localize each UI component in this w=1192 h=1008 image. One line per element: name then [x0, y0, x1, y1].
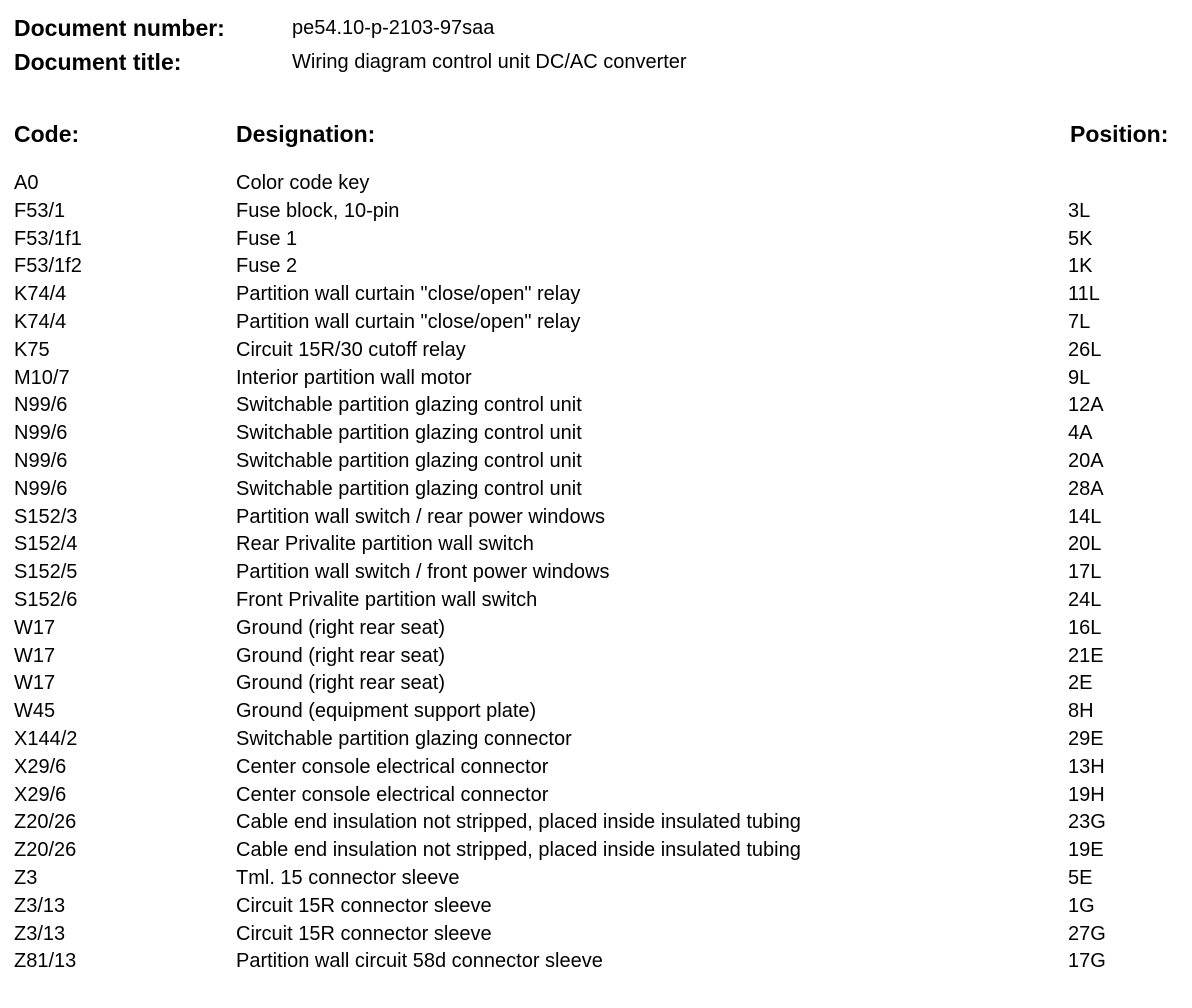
table-row	[0, 448, 1192, 476]
row-position: 2E	[1068, 672, 1093, 695]
table-row	[0, 726, 1192, 754]
row-designation: Center console electrical connector	[236, 783, 549, 806]
table-row	[0, 921, 1192, 949]
row-code: K75	[14, 338, 50, 361]
row-position: 9L	[1068, 366, 1091, 389]
row-code: W17	[14, 672, 56, 695]
row-designation: Partition wall curtain "close/open" relay	[236, 310, 581, 333]
table-row	[0, 365, 1192, 393]
table-row	[0, 281, 1192, 309]
document-number-label: Document number:	[14, 15, 225, 41]
row-code: Z3/13	[14, 894, 66, 917]
row-designation: Partition wall switch / front power windows	[236, 561, 610, 584]
document-title-label: Document title:	[14, 49, 182, 75]
row-position: 19E	[1068, 839, 1104, 862]
row-code: F53/1f1	[14, 227, 82, 250]
row-designation: Front Privalite partition wall switch	[236, 588, 538, 611]
row-position: 27G	[1068, 922, 1106, 945]
row-designation: Ground (equipment support plate)	[236, 700, 537, 723]
row-designation: Switchable partition glazing control unit	[236, 477, 582, 500]
row-position: 20L	[1068, 533, 1102, 556]
row-designation: Switchable partition glazing connector	[236, 727, 572, 750]
row-code: N99/6	[14, 449, 68, 472]
row-designation: Circuit 15R/30 cutoff relay	[236, 338, 466, 361]
row-code: S152/4	[14, 533, 78, 556]
row-code: X29/6	[14, 783, 67, 806]
row-designation: Switchable partition glazing control unit	[236, 449, 582, 472]
table-row	[0, 531, 1192, 559]
row-code: Z20/26	[14, 811, 77, 834]
document-title-value: Wiring diagram control unit DC/AC converter	[292, 51, 687, 73]
row-designation: Rear Privalite partition wall switch	[236, 533, 534, 556]
row-position: 5K	[1068, 227, 1093, 250]
row-designation: Switchable partition glazing control unit	[236, 394, 582, 417]
code-column-header: Code:	[14, 121, 80, 147]
row-position: 14L	[1068, 505, 1102, 528]
row-designation: Cable end insulation not stripped, placed inside insulated tubing	[236, 839, 801, 862]
table-row	[0, 337, 1192, 365]
row-code: A0	[14, 172, 39, 194]
row-code: K74/4	[14, 310, 67, 333]
row-code: S152/3	[14, 505, 78, 528]
row-position: 16L	[1068, 616, 1102, 639]
row-position: 13H	[1068, 755, 1105, 778]
row-designation: Tml. 15 connector sleeve	[236, 866, 460, 889]
row-position: 1G	[1068, 894, 1095, 917]
table-row	[0, 476, 1192, 504]
table-row	[0, 698, 1192, 726]
row-code: W17	[14, 644, 56, 667]
row-designation: Partition wall curtain "close/open" relay	[236, 283, 581, 306]
row-code: Z81/13	[14, 950, 77, 973]
row-designation: Ground (right rear seat)	[236, 644, 445, 667]
row-position: 24L	[1068, 588, 1102, 611]
component-table	[0, 170, 1192, 976]
row-designation: Interior partition wall motor	[236, 366, 472, 389]
row-position: 12A	[1068, 394, 1104, 417]
row-position: 23G	[1068, 811, 1106, 834]
table-row	[0, 615, 1192, 643]
row-designation: Color code key	[236, 172, 370, 194]
row-position: 17G	[1068, 950, 1106, 973]
row-code: X144/2	[14, 727, 78, 750]
row-position: 20A	[1068, 449, 1104, 472]
row-code: Z20/26	[14, 839, 77, 862]
table-row	[0, 504, 1192, 532]
row-position: 17L	[1068, 561, 1102, 584]
row-position: 4A	[1068, 422, 1093, 445]
row-designation: Fuse 1	[236, 227, 298, 250]
row-designation: Cable end insulation not stripped, placed inside insulated tubing	[236, 811, 801, 834]
table-row	[0, 643, 1192, 671]
row-code: K74/4	[14, 283, 67, 306]
table-row	[0, 559, 1192, 587]
row-code: X29/6	[14, 755, 67, 778]
row-position: 19H	[1068, 783, 1105, 806]
table-row	[0, 948, 1192, 976]
row-position: 21E	[1068, 644, 1104, 667]
row-code: W45	[14, 700, 56, 723]
table-row	[0, 837, 1192, 865]
designation-column-header: Designation:	[236, 121, 376, 147]
table-row	[0, 309, 1192, 337]
row-position: 29E	[1068, 727, 1104, 750]
row-position: 11L	[1068, 283, 1100, 306]
row-position: 3L	[1068, 199, 1091, 222]
row-code: F53/1	[14, 199, 66, 222]
row-code: N99/6	[14, 394, 68, 417]
row-designation: Partition wall circuit 58d connector sleeve	[236, 950, 603, 973]
table-row	[0, 198, 1192, 226]
row-designation: Ground (right rear seat)	[236, 616, 445, 639]
table-row	[0, 670, 1192, 698]
table-row	[0, 865, 1192, 893]
row-position: 7L	[1068, 310, 1091, 333]
table-row	[0, 782, 1192, 810]
row-code: S152/6	[14, 588, 78, 611]
row-position: 5E	[1068, 866, 1093, 889]
row-designation: Ground (right rear seat)	[236, 672, 445, 695]
document-number-value: pe54.10-p-2103-97saa	[292, 17, 495, 39]
table-row	[0, 170, 1192, 198]
table-row	[0, 754, 1192, 782]
row-designation: Switchable partition glazing control unit	[236, 422, 582, 445]
row-code: N99/6	[14, 422, 68, 445]
row-designation: Partition wall switch / rear power windows	[236, 505, 606, 528]
row-position: 8H	[1068, 700, 1094, 723]
table-row	[0, 809, 1192, 837]
row-code: F53/1f2	[14, 255, 82, 278]
position-column-header: Position:	[1070, 121, 1169, 147]
row-code: M10/7	[14, 366, 70, 389]
row-designation: Circuit 15R connector sleeve	[236, 894, 492, 917]
row-designation: Circuit 15R connector sleeve	[236, 922, 492, 945]
table-row	[0, 420, 1192, 448]
table-row	[0, 893, 1192, 921]
row-designation: Center console electrical connector	[236, 755, 549, 778]
row-position: 1K	[1068, 255, 1093, 278]
row-code: Z3	[14, 866, 38, 889]
row-position: 26L	[1068, 338, 1102, 361]
row-code: N99/6	[14, 477, 68, 500]
table-row	[0, 392, 1192, 420]
row-code: S152/5	[14, 561, 78, 584]
table-row	[0, 587, 1192, 615]
row-code: Z3/13	[14, 922, 66, 945]
table-row	[0, 226, 1192, 254]
row-designation: Fuse 2	[236, 255, 298, 278]
row-designation: Fuse block, 10-pin	[236, 199, 400, 222]
row-position: 28A	[1068, 477, 1104, 500]
table-row	[0, 253, 1192, 281]
row-code: W17	[14, 616, 56, 639]
